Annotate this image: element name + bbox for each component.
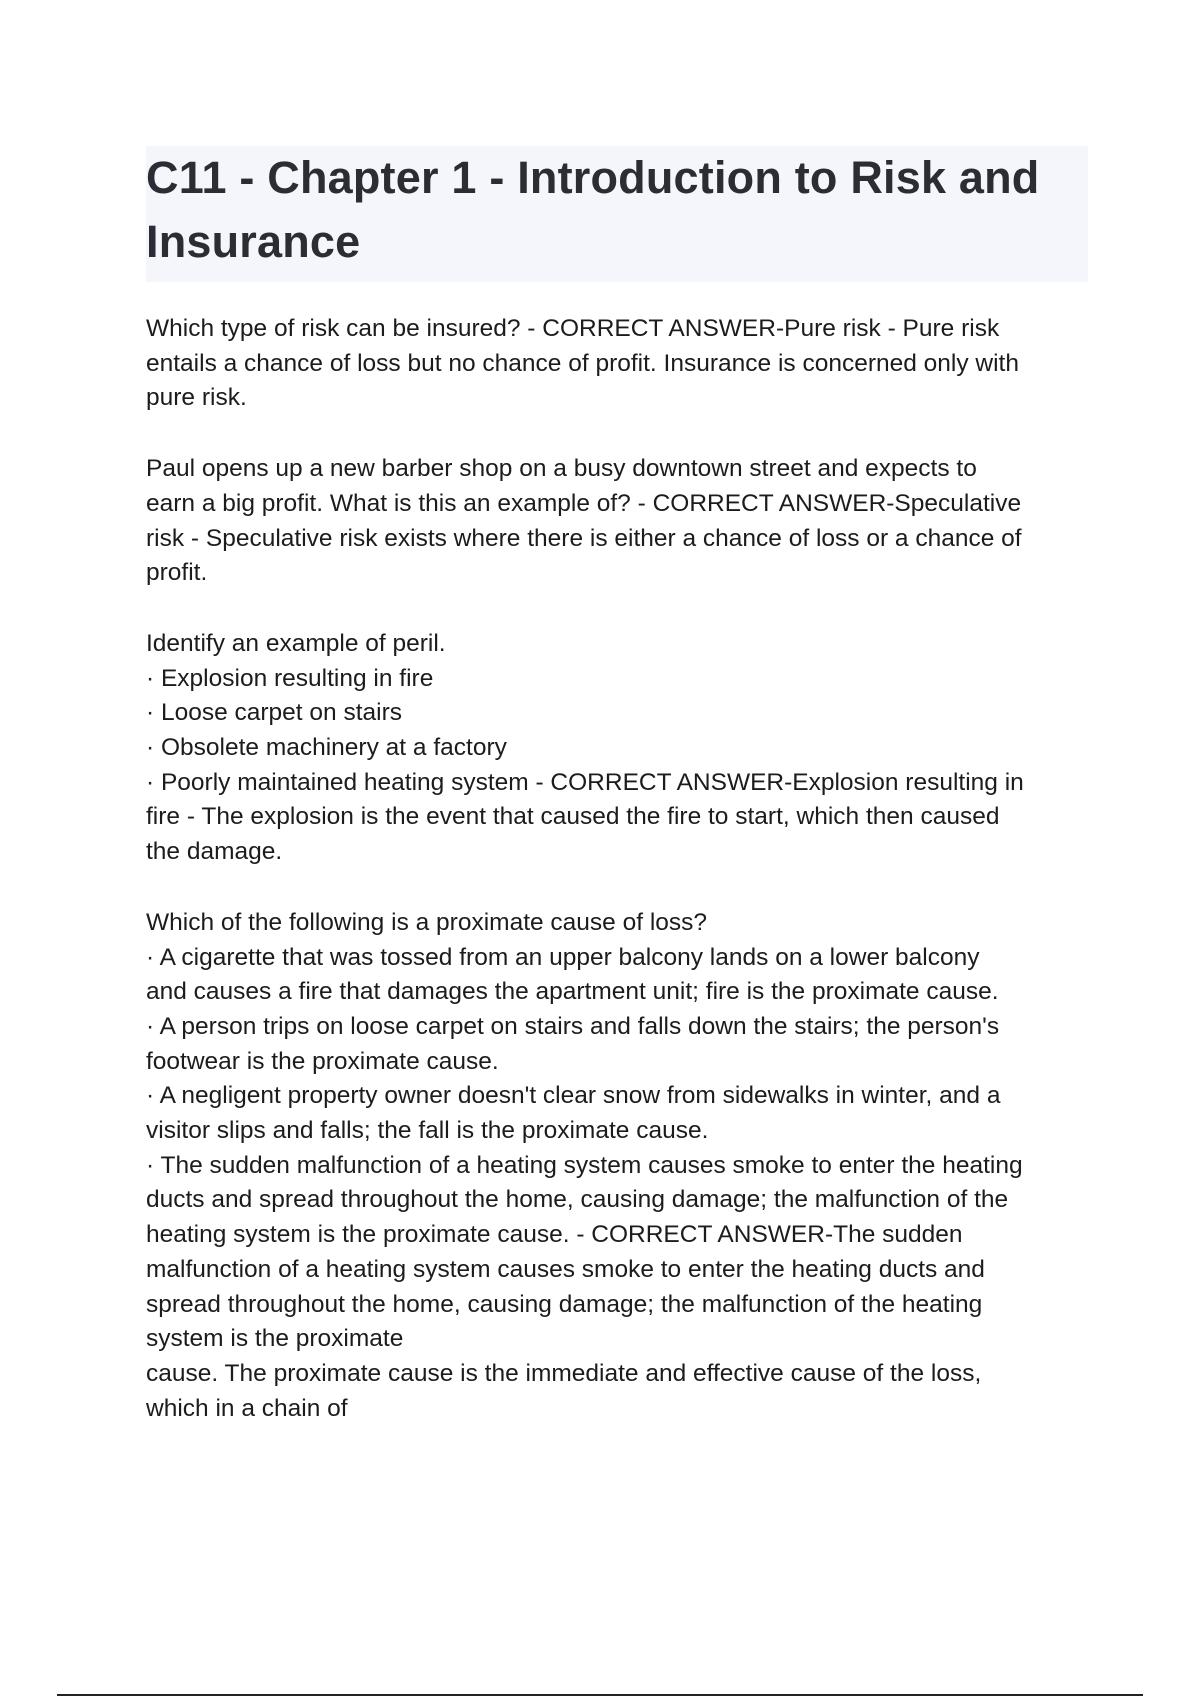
text-line: entails a chance of loss but no chance of profit. Insurance is concerned only with bbox=[146, 349, 1019, 377]
list-item: · Poorly maintained heating system - CORRECT ANSWER-Explosion resulting in bbox=[146, 768, 1024, 796]
text-line: which in a chain of bbox=[146, 1394, 348, 1422]
qa-paragraph bbox=[146, 452, 1096, 591]
text-line: Identify an example of peril. bbox=[146, 629, 446, 657]
qa-paragraph bbox=[146, 312, 1096, 416]
title-line: Insurance bbox=[146, 216, 361, 267]
list-item: · A negligent property owner doesn't clear snow from sidewalks in winter, and a bbox=[146, 1082, 1001, 1110]
document-body bbox=[146, 312, 1096, 1462]
page-title bbox=[146, 146, 1088, 274]
text-line: pure risk. bbox=[146, 384, 247, 412]
text-line: heating system is the proximate cause. - CORRECT ANSWER-The sudden bbox=[146, 1221, 963, 1249]
qa-paragraph bbox=[146, 627, 1096, 870]
qa-paragraph bbox=[146, 906, 1096, 1427]
text-line: profit. bbox=[146, 559, 208, 587]
text-line: Which of the following is a proximate cause of loss? bbox=[146, 908, 708, 936]
text-line: ducts and spread throughout the home, causing damage; the malfunction of the bbox=[146, 1186, 1009, 1214]
text-line: cause. The proximate cause is the immediate and effective cause of the loss, bbox=[146, 1359, 982, 1387]
list-item: · Explosion resulting in fire bbox=[146, 664, 434, 692]
text-line: spread throughout the home, causing damage; the malfunction of the heating bbox=[146, 1290, 983, 1318]
list-item: · A person trips on loose carpet on stairs and falls down the stairs; the person's bbox=[146, 1012, 1000, 1040]
text-line: risk - Speculative risk exists where there is either a chance of loss or a chance of bbox=[146, 524, 1022, 552]
footer-divider bbox=[57, 1694, 1143, 1696]
text-line: malfunction of a heating system causes smoke to enter the heating ducts and bbox=[146, 1255, 985, 1283]
text-line: footwear is the proximate cause. bbox=[146, 1047, 499, 1075]
list-item: · The sudden malfunction of a heating system causes smoke to enter the heating bbox=[146, 1151, 1023, 1179]
list-item: · A cigarette that was tossed from an upper balcony lands on a lower balcony bbox=[146, 943, 980, 971]
title-line: C11 - Chapter 1 - Introduction to Risk and bbox=[146, 152, 1040, 203]
list-item: · Obsolete machinery at a factory bbox=[146, 734, 507, 762]
title-block bbox=[146, 146, 1088, 282]
list-item: · Loose carpet on stairs bbox=[146, 699, 403, 727]
text-line: visitor slips and falls; the fall is the proximate cause. bbox=[146, 1117, 709, 1145]
text-line: earn a big profit. What is this an example of? - CORRECT ANSWER-Speculative bbox=[146, 489, 1022, 517]
text-line: Which type of risk can be insured? - CORRECT ANSWER-Pure risk - Pure risk bbox=[146, 315, 1000, 342]
text-line: Paul opens up a new barber shop on a busy downtown street and expects to bbox=[146, 455, 977, 483]
text-line: the damage. bbox=[146, 838, 283, 866]
text-line: system is the proximate bbox=[146, 1325, 404, 1353]
text-line: fire - The explosion is the event that caused the fire to start, which then caused bbox=[146, 803, 1000, 831]
text-line: and causes a fire that damages the apartment unit; fire is the proximate cause. bbox=[146, 978, 999, 1006]
